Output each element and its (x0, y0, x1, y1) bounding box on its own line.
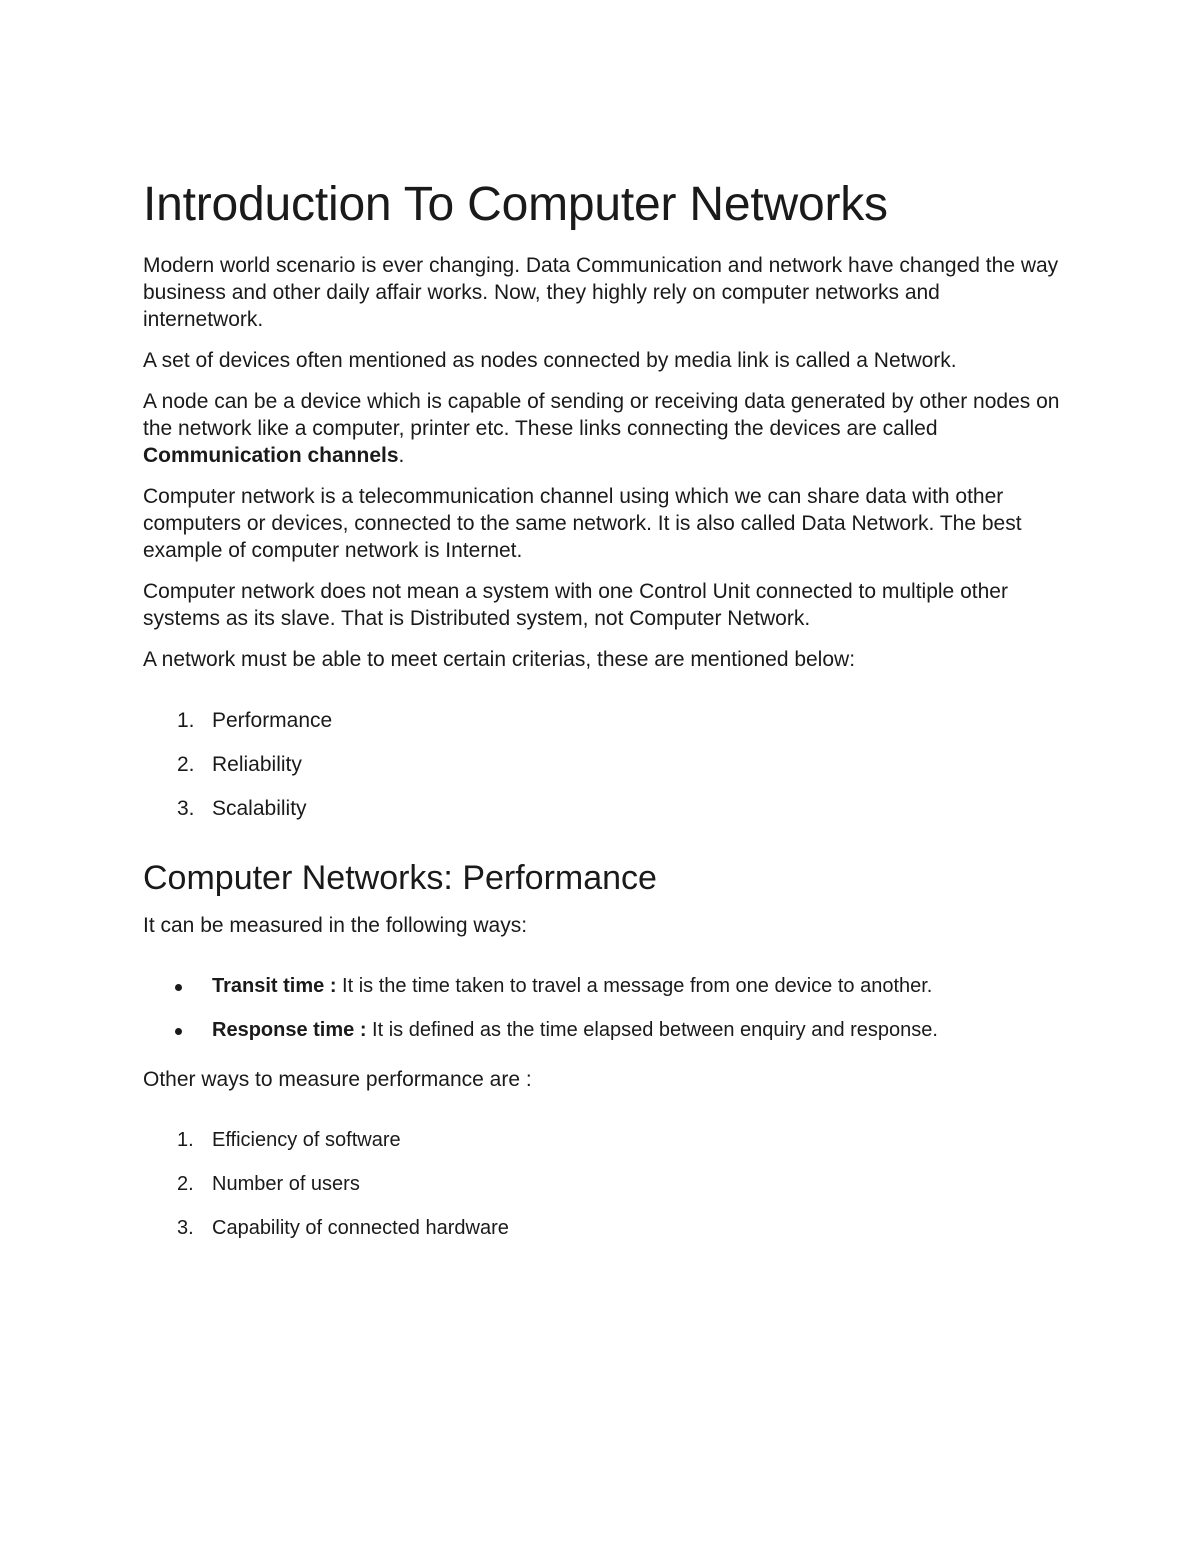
intro-paragraph: Modern world scenario is ever changing. Data Communication and network have changed the way business and other daily affair works. Now, they highly rely on computer networks and internetwork. (143, 254, 1059, 331)
section-intro-paragraph: It can be measured in the following ways: (143, 914, 528, 937)
criteria-intro-paragraph: A network must be able to meet certain criterias, these are mentioned below: (143, 648, 856, 671)
list-item (143, 1127, 1063, 1154)
telecom-paragraph: Computer network is a telecommunication channel using which we can share data with other computers or devices, connected to the same network. It is also called Data Network. The best example of computer network is Internet. (143, 485, 1022, 562)
list-number: 1. (177, 1129, 194, 1151)
list-item (143, 1171, 1063, 1198)
node-paragraph-text: A node can be a device which is capable of sending or receiving data generated by other nodes on the network like a computer, printer etc. These links connecting the devices are called (143, 390, 1060, 440)
list-number: 3. (177, 1217, 194, 1239)
node-paragraph (143, 388, 1063, 469)
distributed-paragraph: Computer network does not mean a system with one Control Unit connected to multiple other systems as its slave. That is Distributed system, not Computer Network. (143, 580, 1008, 630)
list-item (143, 751, 1063, 778)
page-title: Introduction To Computer Networks (143, 178, 888, 231)
bullet-icon (175, 1028, 182, 1035)
list-item-label: Number of users (212, 1173, 360, 1195)
list-item-label: Efficiency of software (212, 1129, 401, 1151)
term-description: It is defined as the time elapsed between enquiry and response. (366, 1019, 938, 1041)
network-definition-paragraph: A set of devices often mentioned as nodes connected by media link is called a Network. (143, 349, 957, 372)
other-ways-list (143, 1127, 1063, 1242)
list-number: 2. (177, 1173, 194, 1195)
bullet-icon (175, 984, 182, 991)
term-response-time: Response time : (212, 1019, 367, 1041)
list-item-label: Capability of connected hardware (212, 1217, 509, 1239)
term-description: It is the time taken to travel a message from one device to another. (336, 975, 933, 997)
list-item-label: Reliability (212, 753, 302, 776)
list-item (143, 1215, 1063, 1242)
list-item-label: Performance (212, 709, 333, 732)
term-transit-time: Transit time : (212, 975, 337, 997)
communication-channels-term: Communication channels (143, 444, 399, 467)
list-item (143, 1017, 1063, 1044)
node-paragraph-end: . (398, 444, 405, 467)
section-heading: Computer Networks: Performance (143, 859, 657, 897)
list-item (143, 707, 1063, 734)
list-number: 3. (177, 797, 195, 820)
list-number: 2. (177, 753, 195, 776)
criteria-list (143, 707, 1063, 822)
list-item (143, 795, 1063, 822)
document-page (143, 178, 1063, 1259)
list-number: 1. (177, 709, 195, 732)
list-item (143, 973, 1063, 1000)
list-item-label: Scalability (212, 797, 307, 820)
other-ways-paragraph: Other ways to measure performance are : (143, 1068, 532, 1091)
measures-list (143, 973, 1063, 1044)
